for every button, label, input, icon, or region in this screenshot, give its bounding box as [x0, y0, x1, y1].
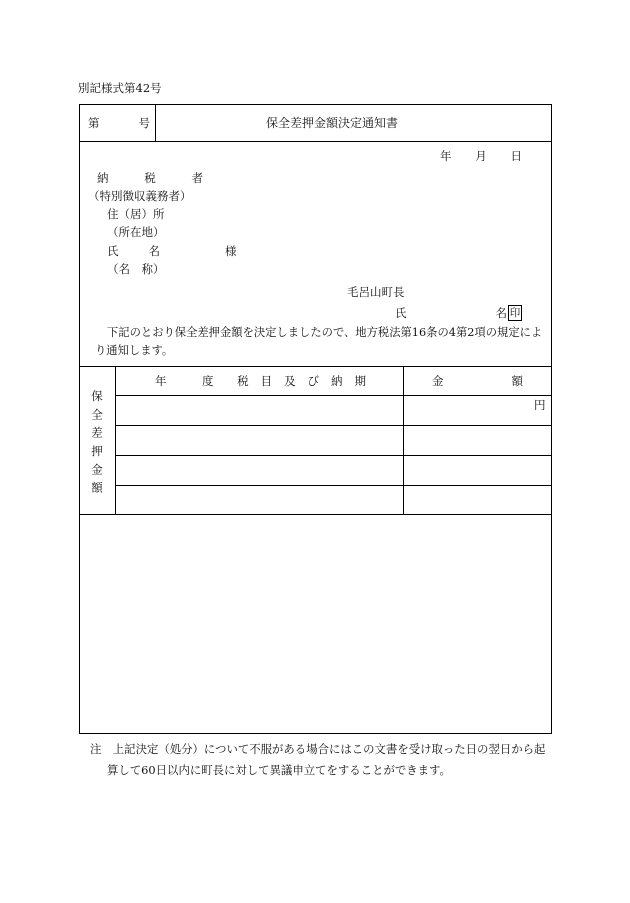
period-cell — [116, 396, 404, 425]
document-title: 保全差押金額決定通知書 — [266, 116, 399, 130]
amount-table — [79, 367, 552, 515]
table-grid — [116, 367, 551, 514]
name-label: 氏 名 — [107, 244, 160, 258]
footnote-line-1: 注 上記決定（処分）について不服がある場合にはこの文書を受け取った日の翌日から起 — [90, 742, 546, 756]
issuer-name-label: 氏 名 — [395, 306, 507, 320]
address-label: 住（居）所 — [107, 207, 165, 221]
period-cell — [116, 426, 404, 455]
amount-cell — [404, 486, 551, 514]
taxpayer-label: 納 税 者 — [97, 171, 203, 185]
amount-unit: 円 — [534, 398, 546, 412]
notice-text-line-1: 下記のとおり保全差押金額を決定しましたので、地方税法第16条の4第2項の規定によ — [107, 326, 543, 339]
amount-cell — [404, 426, 551, 455]
table-row — [116, 486, 551, 514]
table-header-row — [116, 367, 551, 396]
location-label: （所在地） — [107, 225, 165, 239]
amount-cell — [404, 396, 551, 425]
seal-mark: 印 — [509, 307, 521, 319]
period-cell — [116, 486, 404, 514]
table-row — [116, 456, 551, 486]
header-cell-amount — [404, 367, 551, 395]
date-label: 年 月 日 — [440, 149, 522, 163]
notice-form — [79, 104, 552, 734]
remarks-area — [79, 515, 552, 733]
column-header-amount: 金 額 — [432, 374, 523, 388]
document-number-cell — [79, 104, 156, 141]
corporate-name-label: （名 称） — [107, 262, 165, 276]
notice-body — [79, 142, 552, 367]
honorific-label: 様 — [225, 244, 237, 258]
issuer-title: 毛呂山町長 — [347, 285, 405, 299]
table-row — [116, 426, 551, 456]
form-header-row — [79, 104, 552, 142]
table-side-label-cell — [79, 367, 116, 514]
form-number: 別記様式第42号 — [78, 81, 162, 95]
table-side-label: 保全差押金額 — [90, 390, 104, 500]
column-header-period: 年 度 税 目 及 び 納 期 — [155, 374, 366, 388]
header-cell-period — [116, 367, 404, 395]
footnote-line-2: 算して60日以内に町長に対して異議申立てをすることができます。 — [107, 763, 451, 777]
document-number-label: 第 号 — [88, 116, 150, 130]
table-row — [116, 396, 551, 426]
amount-cell — [404, 456, 551, 485]
notice-text-line-2: り通知します。 — [95, 344, 174, 357]
special-collector-label: （特別徴収義務者） — [88, 189, 192, 203]
period-cell — [116, 456, 404, 485]
